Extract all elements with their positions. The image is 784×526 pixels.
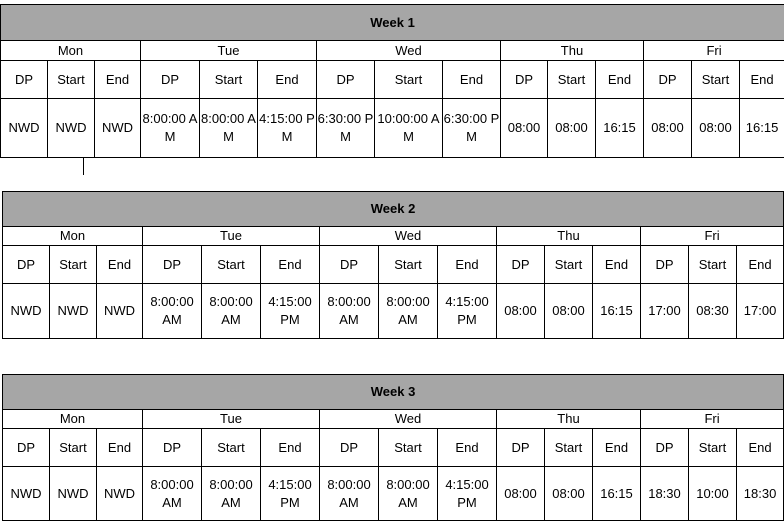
time-cell: 4:15:00 PM bbox=[438, 284, 497, 339]
column-header: Start bbox=[548, 61, 596, 99]
time-cell: 08:00 bbox=[692, 99, 740, 158]
time-cell: NWD bbox=[50, 284, 97, 339]
time-cell: NWD bbox=[3, 467, 50, 521]
time-cell: 08:00 bbox=[545, 284, 593, 339]
time-cell: 8:00:00 AM bbox=[200, 99, 258, 158]
time-cell: NWD bbox=[50, 467, 97, 521]
time-cell: 8:00:00 AM bbox=[143, 284, 202, 339]
week-3-table bbox=[2, 374, 784, 521]
time-cell: 8:00:00 AM bbox=[141, 99, 200, 158]
time-cell: 4:15:00 PM bbox=[261, 467, 320, 521]
column-header: End bbox=[593, 246, 641, 284]
day-header-fri: Fri bbox=[641, 227, 784, 246]
column-header: Start bbox=[379, 246, 438, 284]
column-header: Start bbox=[689, 246, 737, 284]
time-cell: 6:30:00 PM bbox=[443, 99, 501, 158]
column-header: DP bbox=[141, 61, 200, 99]
column-header: Start bbox=[379, 429, 438, 467]
day-header-tue: Tue bbox=[141, 41, 317, 61]
column-header: DP bbox=[497, 246, 545, 284]
time-cell: 16:15 bbox=[596, 99, 644, 158]
day-header-thu: Thu bbox=[497, 227, 641, 246]
time-cell: 08:30 bbox=[689, 284, 737, 339]
column-header: End bbox=[438, 246, 497, 284]
column-header: End bbox=[97, 429, 143, 467]
week-1-table bbox=[0, 4, 784, 158]
stray-line bbox=[83, 157, 84, 175]
day-header-wed: Wed bbox=[317, 41, 501, 61]
time-cell: 8:00:00 AM bbox=[379, 284, 438, 339]
day-header-thu: Thu bbox=[501, 41, 644, 61]
column-header: Start bbox=[545, 246, 593, 284]
column-header: DP bbox=[3, 429, 50, 467]
time-cell: 4:15:00 PM bbox=[438, 467, 497, 521]
column-header: DP bbox=[641, 429, 689, 467]
time-cell: 6:30:00 PM bbox=[317, 99, 375, 158]
day-header-tue: Tue bbox=[143, 227, 320, 246]
column-header: DP bbox=[641, 246, 689, 284]
column-header: End bbox=[438, 429, 497, 467]
time-cell: NWD bbox=[48, 99, 95, 158]
column-header: DP bbox=[501, 61, 548, 99]
time-cell: 16:15 bbox=[740, 99, 784, 158]
column-header: End bbox=[258, 61, 317, 99]
column-header: End bbox=[443, 61, 501, 99]
column-header: End bbox=[95, 61, 141, 99]
column-header: Start bbox=[545, 429, 593, 467]
week-title: Week 2 bbox=[3, 192, 784, 227]
column-header: DP bbox=[320, 429, 379, 467]
time-cell: 16:15 bbox=[593, 467, 641, 521]
time-cell: NWD bbox=[3, 284, 50, 339]
time-cell: NWD bbox=[97, 467, 143, 521]
column-header: End bbox=[261, 429, 320, 467]
time-cell: NWD bbox=[1, 99, 48, 158]
day-header-thu: Thu bbox=[497, 410, 641, 429]
column-header: End bbox=[261, 246, 320, 284]
time-cell: 8:00:00 AM bbox=[202, 284, 261, 339]
time-cell: 4:15:00 PM bbox=[261, 284, 320, 339]
time-cell: 17:00 bbox=[641, 284, 689, 339]
column-header: DP bbox=[497, 429, 545, 467]
day-header-wed: Wed bbox=[320, 410, 497, 429]
time-cell: 08:00 bbox=[548, 99, 596, 158]
column-header: DP bbox=[320, 246, 379, 284]
column-header: End bbox=[737, 429, 784, 467]
column-header: End bbox=[737, 246, 784, 284]
time-cell: 08:00 bbox=[501, 99, 548, 158]
column-header: DP bbox=[317, 61, 375, 99]
column-header: Start bbox=[375, 61, 443, 99]
time-cell: 8:00:00 AM bbox=[143, 467, 202, 521]
day-header-mon: Mon bbox=[3, 227, 143, 246]
day-header-wed: Wed bbox=[320, 227, 497, 246]
time-cell: 08:00 bbox=[497, 284, 545, 339]
time-cell: NWD bbox=[95, 99, 141, 158]
time-cell: NWD bbox=[97, 284, 143, 339]
column-header: Start bbox=[202, 246, 261, 284]
time-cell: 10:00 bbox=[689, 467, 737, 521]
time-cell: 18:30 bbox=[641, 467, 689, 521]
column-header: End bbox=[596, 61, 644, 99]
day-header-mon: Mon bbox=[3, 410, 143, 429]
column-header: End bbox=[740, 61, 784, 99]
day-header-mon: Mon bbox=[1, 41, 141, 61]
column-header: DP bbox=[644, 61, 692, 99]
column-header: Start bbox=[200, 61, 258, 99]
column-header: Start bbox=[48, 61, 95, 99]
column-header: DP bbox=[1, 61, 48, 99]
day-header-fri: Fri bbox=[641, 410, 784, 429]
time-cell: 08:00 bbox=[545, 467, 593, 521]
time-cell: 8:00:00 AM bbox=[202, 467, 261, 521]
column-header: Start bbox=[689, 429, 737, 467]
time-cell: 18:30 bbox=[737, 467, 784, 521]
time-cell: 08:00 bbox=[497, 467, 545, 521]
column-header: DP bbox=[3, 246, 50, 284]
week-2-table bbox=[2, 191, 784, 339]
column-header: End bbox=[97, 246, 143, 284]
column-header: Start bbox=[50, 246, 97, 284]
column-header: DP bbox=[143, 246, 202, 284]
time-cell: 8:00:00 AM bbox=[320, 284, 379, 339]
time-cell: 10:00:00 AM bbox=[375, 99, 443, 158]
time-cell: 8:00:00 AM bbox=[379, 467, 438, 521]
day-header-fri: Fri bbox=[644, 41, 784, 61]
column-header: Start bbox=[50, 429, 97, 467]
time-cell: 4:15:00 PM bbox=[258, 99, 317, 158]
time-cell: 08:00 bbox=[644, 99, 692, 158]
time-cell: 17:00 bbox=[737, 284, 784, 339]
time-cell: 16:15 bbox=[593, 284, 641, 339]
week-title: Week 1 bbox=[1, 5, 784, 41]
column-header: Start bbox=[692, 61, 740, 99]
week-title: Week 3 bbox=[3, 375, 784, 410]
time-cell: 8:00:00 AM bbox=[320, 467, 379, 521]
day-header-tue: Tue bbox=[143, 410, 320, 429]
column-header: End bbox=[593, 429, 641, 467]
column-header: DP bbox=[143, 429, 202, 467]
column-header: Start bbox=[202, 429, 261, 467]
